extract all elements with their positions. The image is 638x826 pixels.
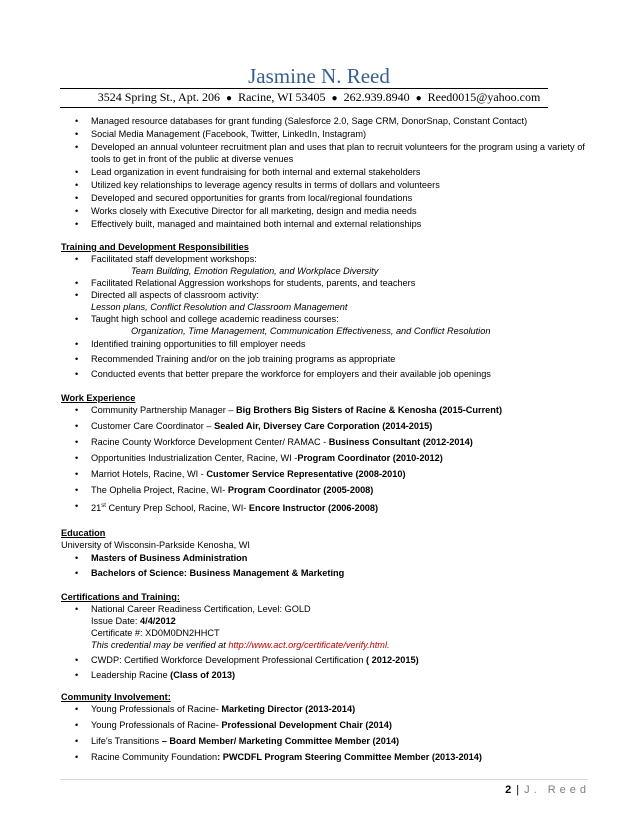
list-item: • Young Professionals of Racine- Professional Development Chair (2014) xyxy=(75,720,392,731)
list-item: • Community Partnership Manager – Big Brothers Big Sisters of Racine & Kenosha (2015-Current) xyxy=(75,405,503,415)
sub-line: Certificate #: XD0M0DN2HHCT xyxy=(91,628,220,639)
bullet-icon: • xyxy=(75,405,79,415)
degree-list xyxy=(61,552,589,579)
list-item: • Facilitated staff development workshops: xyxy=(75,254,257,264)
footer-rule xyxy=(60,779,588,780)
sub-line: Issue Date: 4/4/2012 xyxy=(91,616,176,627)
list-item: • CWDP: Certified Workforce Development Professional Certification ( 2012-2015) xyxy=(75,655,419,666)
list-item: • Life's Transitions – Board Member/ Marketing Committee Member (2014) xyxy=(75,736,400,747)
bullet-icon: • xyxy=(75,736,79,747)
list-item: • Opportunities Industrialization Center, Racine, WI -Program Coordinator (2010-2012) xyxy=(75,453,443,463)
phone: 262.939.8940 xyxy=(343,90,410,104)
bullet-icon: • xyxy=(75,339,79,349)
bullet-icon: • xyxy=(75,655,79,666)
bullet-icon: • xyxy=(75,219,79,229)
list-item: • Bachelors of Science: Business Management & Marketing xyxy=(75,568,345,579)
bullet-icon: • xyxy=(75,752,79,763)
bullet-icon: • xyxy=(75,314,79,324)
section-title-training: Training and Development Responsibilities xyxy=(61,242,249,252)
bullet-icon: • xyxy=(75,720,79,731)
list-item: • Young Professionals of Racine- Marketing Director (2013-2014) xyxy=(75,704,356,715)
bullet-icon: • xyxy=(75,254,79,264)
list-item: • 21st Century Prep School, Racine, WI- Encore Instructor (2006-2008) xyxy=(75,501,379,514)
work-list xyxy=(61,404,589,514)
certification-list xyxy=(61,603,589,681)
separator-dot: ● xyxy=(226,93,233,104)
community-list xyxy=(61,703,589,763)
list-item: • Identified training opportunities to fill employer needs xyxy=(75,339,306,349)
footer-name: J. Reed xyxy=(524,784,590,796)
bullet-icon: • xyxy=(75,167,79,177)
list-item: • Lead organization in event fundraising for both internal and external stakeholders xyxy=(75,167,421,177)
contact-line xyxy=(0,90,638,105)
bullet-icon: • xyxy=(75,193,79,203)
list-item: • Leadership Racine (Class of 2013) xyxy=(75,670,236,681)
header-bottom-rule xyxy=(60,107,548,108)
bullet-icon: • xyxy=(75,469,79,479)
list-item: • Racine Community Foundation: PWCDFL Program Steering Committee Member (2013-2014) xyxy=(75,752,482,763)
bullet-icon: • xyxy=(75,485,79,495)
sub-line: Team Building, Emotion Regulation, and Workplace Diversity xyxy=(131,266,379,276)
verify-link[interactable]: http://www.act.org/certificate/verify.html. xyxy=(228,640,390,651)
bullet-icon: • xyxy=(75,180,79,190)
bullet-icon: • xyxy=(75,453,79,463)
email: Reed0015@yahoo.com xyxy=(427,90,541,104)
list-item: • Developed an annual volunteer recruitment plan and uses that plan to recruit volunteers for the program using a variety of tools to get in front of the public at diverse venues xyxy=(75,142,585,164)
city: Racine, WI 53405 xyxy=(238,90,326,104)
section-title-work: Work Experience xyxy=(61,393,136,403)
list-item: • National Career Readiness Certification, Level: GOLD xyxy=(75,604,311,615)
bullet-icon: • xyxy=(75,142,79,152)
bullet-icon: • xyxy=(75,553,79,564)
bullet-icon: • xyxy=(75,278,79,288)
list-item: • Utilized key relationships to leverage agency results in terms of dollars and volunteers xyxy=(75,180,440,190)
section-title-certifications: Certifications and Training: xyxy=(61,592,180,603)
responsibilities-list xyxy=(61,115,589,230)
header-top-rule xyxy=(60,88,548,89)
list-item: • Masters of Business Administration xyxy=(75,553,248,564)
bullet-icon: • xyxy=(75,604,79,615)
list-item: • Effectively built, managed and maintained both internal and external relationships xyxy=(75,219,422,229)
address: 3524 Spring St., Apt. 206 xyxy=(97,90,221,104)
list-item: • Customer Care Coordinator – Sealed Air, Diversey Care Corporation (2014-2015) xyxy=(75,421,433,431)
list-item: • Recommended Training and/or on the job training programs as appropriate xyxy=(75,354,396,364)
list-item: • Managed resource databases for grant funding (Salesforce 2.0, Sage CRM, DonorSnap, Constant Contact) xyxy=(75,116,528,126)
bullet-icon: • xyxy=(75,129,79,139)
list-item: • The Ophelia Project, Racine, WI- Program Coordinator (2005-2008) xyxy=(75,485,374,495)
school-name: University of Wisconsin-Parkside Kenosha, WI xyxy=(61,540,250,551)
bullet-icon: • xyxy=(75,290,79,300)
bullet-icon: • xyxy=(75,568,79,579)
list-item: • Marriot Hotels, Racine, WI - Customer Service Representative (2008-2010) xyxy=(75,469,406,479)
list-item: • Conducted events that better prepare the workforce for employers and their available job openings xyxy=(75,369,491,379)
bullet-icon: • xyxy=(75,704,79,715)
list-item: • Social Media Management (Facebook, Twitter, LinkedIn, Instagram) xyxy=(75,129,367,139)
bullet-icon: • xyxy=(75,670,79,681)
resume-name: Jasmine N. Reed xyxy=(248,64,390,88)
page-number: 2 xyxy=(505,784,514,796)
list-item: • Racine County Workforce Development Center/ RAMAC - Business Consultant (2012-2014) xyxy=(75,437,473,447)
list-item: • Directed all aspects of classroom activity: xyxy=(75,290,259,300)
section-title-education: Education xyxy=(61,528,106,539)
bullet-icon: • xyxy=(75,421,79,431)
footer-separator: | xyxy=(516,784,522,796)
sub-line: Lesson plans, Conflict Resolution and Classroom Management xyxy=(91,302,348,312)
separator-dot: ● xyxy=(415,93,422,104)
sub-line: This credential may be verified at http://www.act.org/certificate/verify.html. xyxy=(91,640,390,651)
section-title-community: Community Involvement: xyxy=(61,692,171,703)
separator-dot: ● xyxy=(331,93,338,104)
list-item: • Facilitated Relational Aggression workshops for students, parents, and teachers xyxy=(75,278,416,288)
bullet-icon: • xyxy=(75,206,79,216)
training-list xyxy=(61,253,589,380)
list-item: • Developed and secured opportunities for grants from local/regional foundations xyxy=(75,193,413,203)
bullet-icon: • xyxy=(75,437,79,447)
bullet-icon: • xyxy=(75,501,79,511)
bullet-icon: • xyxy=(75,116,79,126)
sub-line: Organization, Time Management, Communication Effectiveness, and Conflict Resolution xyxy=(131,326,491,336)
bullet-icon: • xyxy=(75,354,79,364)
resume-body xyxy=(61,115,589,763)
list-item: • Works closely with Executive Director for all marketing, design and media needs xyxy=(75,206,417,216)
bullet-icon: • xyxy=(75,369,79,379)
list-item: • Taught high school and college academic readiness courses: xyxy=(75,314,339,324)
page-footer xyxy=(505,784,590,796)
